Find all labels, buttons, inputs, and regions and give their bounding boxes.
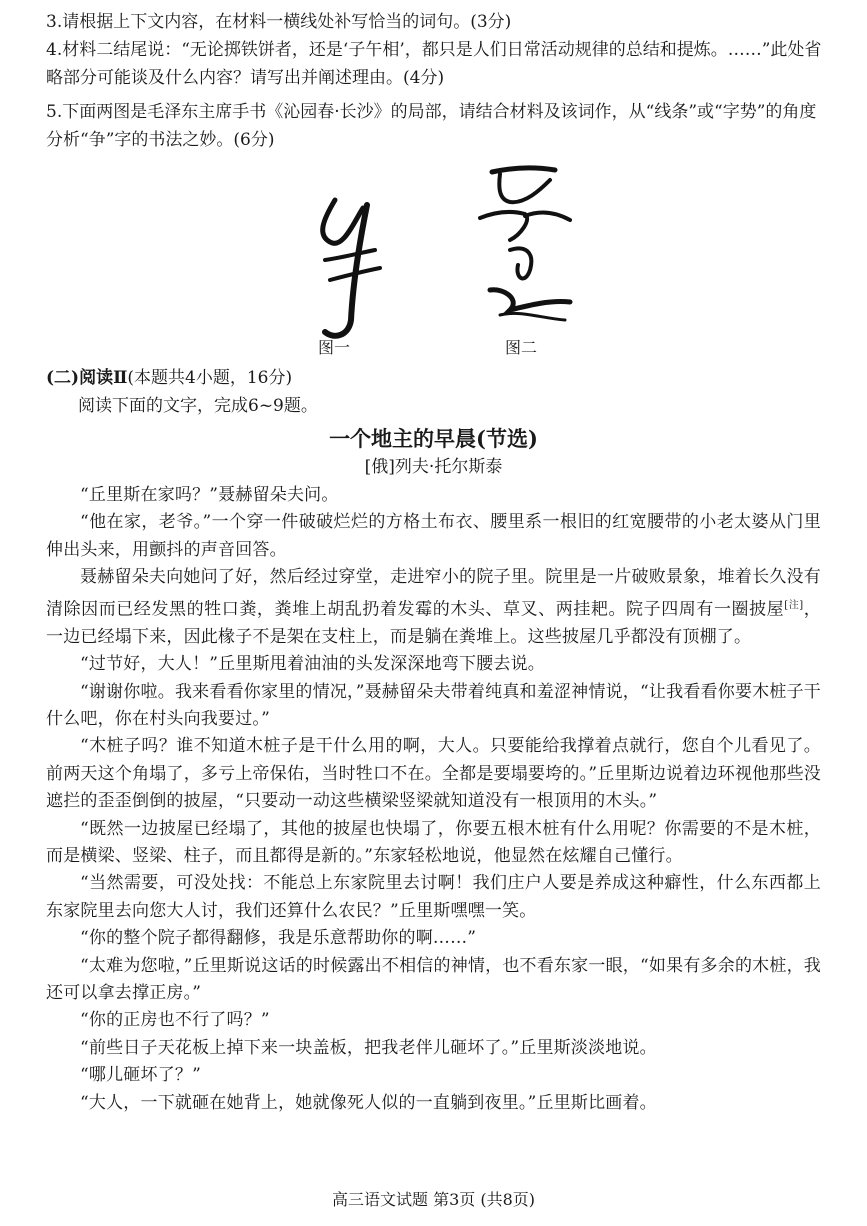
article-paragraph: “哪儿砸坏了？” (80, 1065, 201, 1086)
article-paragraph-part: ，一边已经塌下来，因此椽子不是架在支柱上，而是躺在粪堆上。这些披屋几乎都没有顶棚了。 (46, 599, 821, 647)
article-paragraph: “前些日子天花板上掉下来一块盖板，把我老伴儿砸坏了。”丘里斯淡淡地说。 (80, 1037, 657, 1058)
question-5: 5.下面两图是毛泽东主席手书《沁园春·长沙》的局部，请结合材料及该词作，从“线条”或“字势”的角度分析“争”字的书法之妙。(6分) (46, 102, 817, 150)
question-3: 3.请根据上下文内容，在材料一横线处补写恰当的词句。(3分) (46, 12, 512, 32)
calligraphy-figure-1 (305, 180, 395, 345)
article-paragraph-part: 聂赫留朵夫向她问了好，然后经过穿堂，走进窄小的院子里。院里是一片破败景象，堆着长久没有清除因而已经发黑的牲口粪，粪堆上胡乱扔着发霉的木头、草叉、两挂耙。院子四周有一圈披屋 (46, 567, 821, 620)
figure-1-caption: 图一 (318, 338, 351, 357)
article-paragraph: “既然一边披屋已经塌了，其他的披屋也快塌了，你要五根木桩有什么用呢？你需要的不是木桩，而是横梁、竖梁、柱子，而且都得是新的。”东家轻松地说，他显然在炫耀自己懂行。 (46, 818, 821, 866)
article-title: 一个地主的早晨(节选) (329, 426, 538, 451)
section-heading-bold: (二)阅读Ⅱ (46, 368, 128, 388)
article-paragraph: “过节好，大人！”丘里斯甩着油油的头发深深地弯下腰去说。 (80, 654, 545, 675)
article-paragraph: “他在家，老爷。”一个穿一件破破烂烂的方格土布衣、腰里系一根旧的红宽腰带的小老太婆从门里伸出头来，用颤抖的声音回答。 (46, 512, 821, 560)
note-mark: [注] (784, 599, 804, 611)
reading-instruction: 阅读下面的文字，完成6~9题。 (78, 396, 318, 416)
page-footer: 高三语文试题 第3页 (共8页) (331, 1190, 536, 1209)
article-paragraph: “太难为您啦，”丘里斯说这话的时候露出不相信的神情，也不看东家一眼，“如果有多余的木桩，我还可以拿去撑正房。” (46, 955, 821, 1003)
question-4: 4.材料二结尾说：“无论掷铁饼者，还是‘子午相’，都只是人们日常活动规律的总结和提炼。……”此处省略部分可能谈及什么内容？请写出并阐述理由。(4分) (46, 40, 822, 88)
article-paragraph: “你的正房也不行了吗？” (80, 1010, 270, 1031)
article-paragraph: “你的整个院子都得翻修，我是乐意帮助你的啊……” (80, 928, 477, 949)
article-paragraph: “木桩子吗？谁不知道木桩子是干什么用的啊，大人。只要能给我撑着点就行，您自个儿看见了。前两天这个角塌了，多亏上帝保佑，当时牲口不在。全都是要塌要垮的。”丘里斯边说着边环视他那些没遮拦的歪歪倒倒的披屋，“只要动一动这些横梁竖梁就知道没有一根顶用的木头。” (46, 736, 821, 812)
calligraphy-figure-2 (470, 160, 580, 330)
article-paragraph: “当然需要，可没处找：不能总上东家院里去讨啊！我们庄户人要是养成这种癖性，什么东西都上东家院里去向您大人讨，我们还算什么农民？”丘里斯嘿嘿一笑。 (46, 873, 821, 921)
article-paragraph (46, 564, 821, 651)
article-paragraph: “丘里斯在家吗？”聂赫留朵夫问。 (80, 485, 339, 505)
article-author: [俄]列夫·托尔斯泰 (364, 457, 503, 477)
article-paragraph: “大人，一下就砸在她背上，她就像死人似的一直躺到夜里。”丘里斯比画着。 (80, 1092, 657, 1113)
article-body (46, 482, 821, 1117)
calligraphy-figures (0, 160, 867, 370)
section-heading-rest: (本题共4小题，16分) (127, 368, 293, 388)
article-paragraph: “谢谢你啦。我来看看你家里的情况，”聂赫留朵夫带着纯真和羞涩神情说，“让我看看你要木桩子干什么吧，你在村头向我要过。” (46, 681, 821, 729)
section-heading (46, 364, 826, 392)
figure-2-caption: 图二 (505, 338, 538, 357)
